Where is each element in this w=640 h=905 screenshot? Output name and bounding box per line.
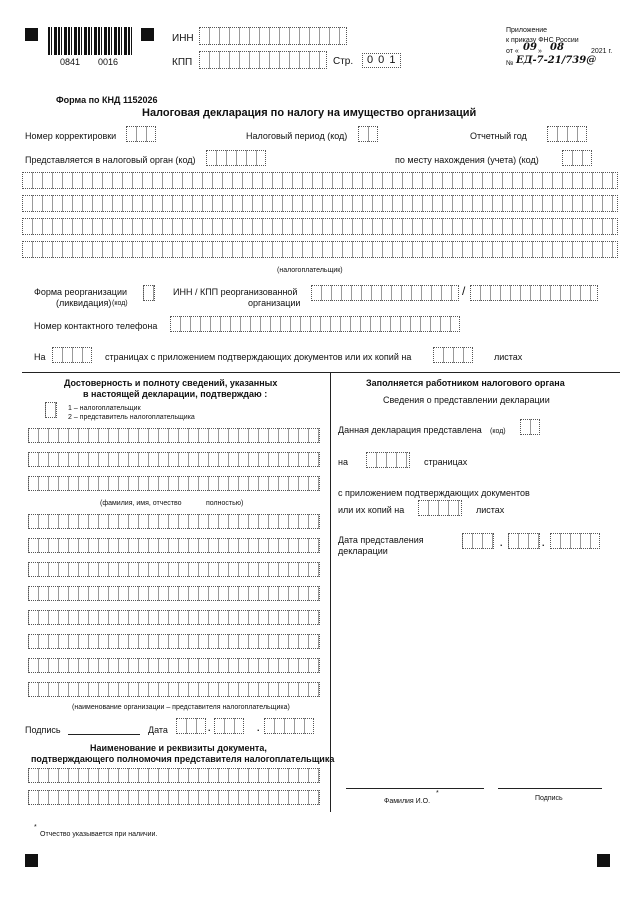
org-caption: (наименование организации – представителя налогоплательщика) <box>72 704 290 711</box>
fio-caption-2: полностью) <box>206 500 244 507</box>
reorg-form-code: (код) <box>112 300 128 307</box>
option-representative: 2 – представитель налогоплательщика <box>68 414 195 421</box>
taxpayer-name-row-2[interactable] <box>22 195 618 212</box>
page-label: Стр. <box>333 56 354 67</box>
submission-info-title: Сведения о представлении декларации <box>383 395 550 405</box>
fio-row-3[interactable] <box>28 476 320 491</box>
signature-label: Подпись <box>25 725 61 735</box>
corner-marker-bottom-right <box>597 854 610 867</box>
on-label: на <box>338 457 348 467</box>
submitted-code-label: (код) <box>490 428 506 435</box>
pages-count-field[interactable] <box>52 347 92 363</box>
officer-signature-line[interactable] <box>498 788 602 789</box>
submission-day-field[interactable] <box>462 533 494 549</box>
reporting-year-label: Отчетный год <box>470 131 527 141</box>
order-number: ЕД-7-21/739@ <box>516 55 597 66</box>
corner-marker-top-right <box>141 28 154 41</box>
reporting-year-field[interactable] <box>547 126 587 142</box>
confirmation-title-2: в настоящей декларации, подтверждаю : <box>83 389 268 399</box>
or-copies-label: или их копий на <box>338 505 405 515</box>
phone-field[interactable] <box>170 316 460 332</box>
taxpayer-caption: (налогоплательщик) <box>277 267 343 274</box>
form-title: Налоговая декларация по налогу на имущество организаций <box>142 107 477 119</box>
tax-officer-title: Заполняется работником налогового органа <box>366 378 565 388</box>
officer-name-line[interactable] <box>346 788 484 789</box>
signature-line[interactable] <box>68 734 140 735</box>
document-row-1[interactable] <box>28 768 320 783</box>
date-dot-2: . <box>257 723 260 733</box>
submission-year-field[interactable] <box>550 533 600 549</box>
reorg-kpp-field[interactable] <box>470 285 598 301</box>
location-label: по месту нахождения (учета) (код) <box>395 155 539 165</box>
org-row-7[interactable] <box>28 658 320 673</box>
order-number-prefix: № <box>506 60 514 67</box>
reorg-form-field[interactable] <box>143 285 155 301</box>
tax-period-label: Налоговый период (код) <box>246 131 348 141</box>
column-divider <box>330 372 331 812</box>
order-day: 09 <box>523 42 537 53</box>
kpp-field[interactable] <box>199 51 327 69</box>
location-field[interactable] <box>562 150 592 166</box>
document-title-1: Наименование и реквизиты документа, <box>90 743 267 753</box>
submission-month-field[interactable] <box>508 533 540 549</box>
tax-period-field[interactable] <box>358 126 378 142</box>
taxpayer-name-row-4[interactable] <box>22 241 618 258</box>
barcode <box>48 27 134 55</box>
barcode-number-2: 0016 <box>98 57 119 67</box>
with-docs-label: с приложением подтверждающих документов <box>338 488 530 498</box>
order-reference: к приказу ФНС России <box>506 37 579 44</box>
taxpayer-name-row-3[interactable] <box>22 218 618 235</box>
pages-text: страницах с приложением подтверждающих документов или их копий на <box>105 352 412 362</box>
right-pages-field[interactable] <box>366 452 410 468</box>
pages-label: страницах <box>424 457 468 467</box>
submitted-label: Данная декларация представлена <box>338 425 482 435</box>
right-sheets-label: листах <box>476 505 505 515</box>
org-row-4[interactable] <box>28 586 320 601</box>
fio-row-1[interactable] <box>28 428 320 443</box>
date-dot-1: . <box>208 723 211 733</box>
pages-on-label: На <box>34 352 46 362</box>
date-month-field[interactable] <box>214 718 244 734</box>
order-date-mid: » <box>538 48 542 55</box>
org-row-2[interactable] <box>28 538 320 553</box>
submission-dot-1: . <box>500 538 503 548</box>
sheets-count-field[interactable] <box>433 347 473 363</box>
reorg-form-label-1: Форма реорганизации <box>34 287 127 297</box>
order-month: 08 <box>550 42 564 53</box>
submission-date-label-1: Дата представления <box>338 535 424 545</box>
corner-marker-bottom-left <box>25 854 38 867</box>
reorg-inn-label-1: ИНН / КПП реорганизованной <box>173 287 298 297</box>
reorg-slash: / <box>462 284 466 298</box>
officer-name-star: * <box>436 790 439 797</box>
inn-field[interactable] <box>199 27 347 45</box>
reorg-inn-label-2: организации <box>248 298 301 308</box>
org-row-6[interactable] <box>28 634 320 649</box>
section-divider <box>22 372 620 373</box>
inn-label: ИНН <box>172 33 194 44</box>
org-row-8[interactable] <box>28 682 320 697</box>
order-date-prefix: от « <box>506 48 519 55</box>
correction-number-field[interactable] <box>126 126 156 142</box>
officer-signature-label: Подпись <box>535 795 563 802</box>
correction-number-label: Номер корректировки <box>25 131 117 141</box>
date-label: Дата <box>148 725 168 735</box>
phone-label: Номер контактного телефона <box>34 321 158 331</box>
right-sheets-field[interactable] <box>418 500 462 516</box>
footnote: Отчество указывается при наличии. <box>40 831 158 838</box>
corner-marker-top-left <box>25 28 38 41</box>
org-row-3[interactable] <box>28 562 320 577</box>
reorg-form-label-2: (ликвидация) <box>56 298 112 308</box>
tax-authority-label: Представляется в налоговый орган (код) <box>25 155 196 165</box>
fio-row-2[interactable] <box>28 452 320 467</box>
submission-dot-2: . <box>542 538 545 548</box>
date-day-field[interactable] <box>176 718 206 734</box>
submission-date-label-2: декларации <box>338 546 388 556</box>
submission-code-field[interactable] <box>520 419 540 435</box>
sheets-label: листах <box>494 352 523 362</box>
reorg-inn-field[interactable] <box>311 285 459 301</box>
order-year: 2021 г. <box>591 48 613 55</box>
document-title-2: подтверждающего полномочия представителя налогоплательщика <box>31 754 335 764</box>
officer-name-label: Фамилия И.О. <box>384 798 431 805</box>
confirmer-type-field[interactable] <box>45 402 57 418</box>
tax-authority-field[interactable] <box>206 150 266 166</box>
barcode-number-1: 0841 <box>60 57 81 67</box>
document-row-2[interactable] <box>28 790 320 805</box>
confirmation-title-1: Достоверность и полноту сведений, указанных <box>64 378 278 388</box>
taxpayer-name-row-1[interactable] <box>22 172 618 189</box>
page-number: 0 0 1 <box>362 53 401 68</box>
org-row-5[interactable] <box>28 610 320 625</box>
knd-code: Форма по КНД 1152026 <box>56 95 158 105</box>
kpp-label: КПП <box>172 57 193 68</box>
appendix-label: Приложение <box>506 27 548 34</box>
org-row-1[interactable] <box>28 514 320 529</box>
fio-caption: (фамилия, имя, отчество <box>100 500 182 507</box>
option-taxpayer: 1 – налогоплательщик <box>68 405 141 412</box>
footnote-star: * <box>34 824 37 831</box>
date-year-field[interactable] <box>264 718 314 734</box>
